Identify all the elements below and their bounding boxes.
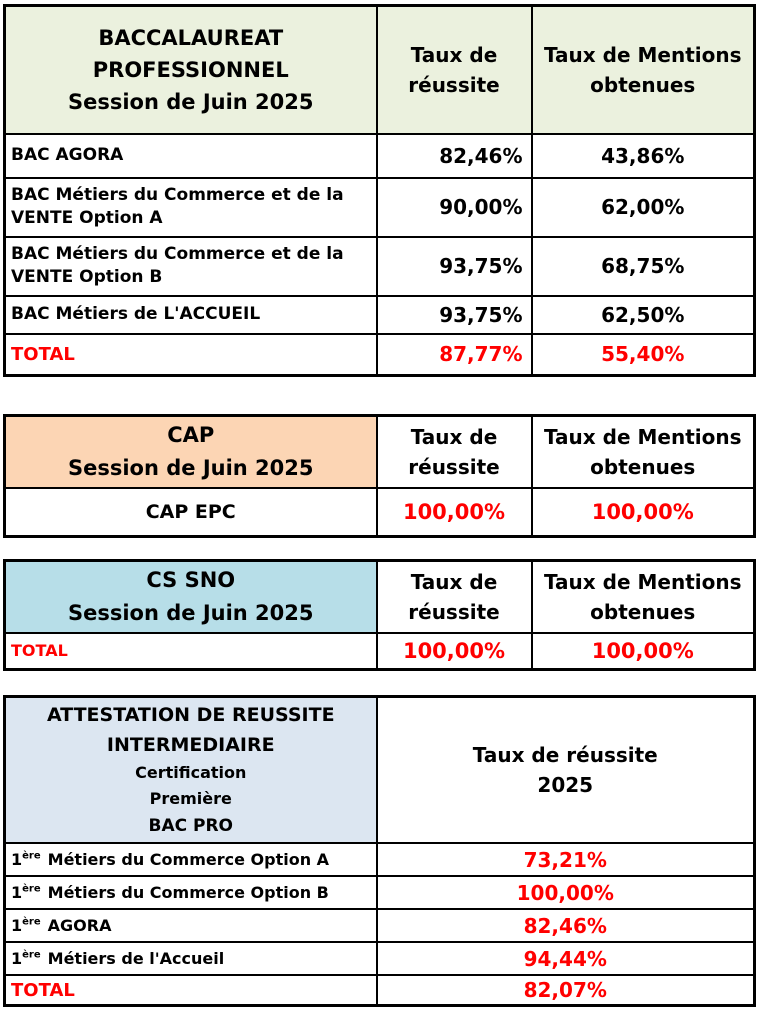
- bac-total-row: [5, 334, 755, 376]
- col-header-line: Taux de: [410, 42, 498, 67]
- col-header-line: Taux de Mentions: [543, 425, 742, 449]
- bac-col-header-mentions: [532, 6, 755, 134]
- bac-row-label: [5, 134, 377, 178]
- label-text: Métiers du Commerce Option A: [47, 850, 330, 869]
- table-row: [5, 237, 755, 296]
- attestation-row-label: [5, 876, 377, 909]
- label-superscript: ère: [22, 949, 41, 961]
- cs-col-header-mentions: [532, 561, 755, 634]
- cs-total-reussite-value: 100,00%: [377, 633, 532, 669]
- col-header-line: réussite: [408, 455, 500, 479]
- label-text: Métiers de l'Accueil: [47, 949, 225, 968]
- label-superscript: ère: [22, 850, 41, 862]
- table-row: [5, 296, 755, 334]
- bac-col-header-reussite: [377, 6, 532, 134]
- attestation-row-value: 100,00%: [377, 876, 755, 909]
- bac-title-line-1: BACCALAUREAT: [98, 25, 284, 50]
- col-header-line: Taux de Mentions: [543, 42, 742, 67]
- cs-total-label: TOTAL: [5, 633, 377, 669]
- bac-row-mentions-value: 68,75%: [532, 237, 755, 296]
- col-header-line: obtenues: [590, 600, 696, 624]
- attestation-total-label: TOTAL: [5, 975, 377, 1006]
- bac-row-reussite-value: 82,46%: [377, 134, 532, 178]
- attestation-col-header: [377, 697, 755, 844]
- col-header-line: Taux de réussite: [472, 743, 658, 767]
- table-row: [5, 134, 755, 178]
- label-text: AGORA: [47, 916, 112, 935]
- cs-col-header-reussite: [377, 561, 532, 634]
- attestation-header-row: [5, 697, 755, 844]
- cs-table-title: [5, 561, 377, 634]
- attestation-title-line-5: BAC PRO: [148, 816, 233, 836]
- cap-row-label: CAP EPC: [5, 488, 377, 536]
- label-line: BAC Métiers du Commerce et de la: [11, 244, 344, 264]
- attestation-total-row: [5, 975, 755, 1006]
- bac-total-mentions-value: 55,40%: [532, 334, 755, 376]
- table-row: [5, 178, 755, 237]
- bac-row-mentions-value: 62,00%: [532, 178, 755, 237]
- bac-pro-results-table: [3, 4, 756, 377]
- bac-title-line-2: PROFESSIONNEL: [92, 57, 289, 82]
- label-text: Métiers du Commerce Option B: [47, 883, 329, 902]
- cs-sno-results-table: [3, 559, 756, 671]
- cs-title-line-1: CS SNO: [146, 568, 236, 592]
- label-line: BAC AGORA: [11, 145, 124, 165]
- bac-row-label: [5, 237, 377, 296]
- attestation-title-line-2: INTERMEDIAIRE: [106, 734, 275, 756]
- label-prefix: 1: [11, 916, 23, 935]
- table-row: [5, 488, 755, 536]
- cap-row-reussite-value: 100,00%: [377, 488, 532, 536]
- bac-row-reussite-value: 93,75%: [377, 296, 532, 334]
- cs-title-line-2: Session de Juin 2025: [67, 601, 314, 625]
- attestation-title-line-3: Certification: [135, 763, 247, 782]
- cs-total-row: [5, 633, 755, 669]
- table-row: [5, 942, 755, 975]
- col-header-line: réussite: [408, 72, 500, 97]
- bac-row-label: [5, 178, 377, 237]
- bac-row-label: [5, 296, 377, 334]
- col-header-line: Taux de Mentions: [543, 570, 742, 594]
- label-line: BAC Métiers du Commerce et de la: [11, 185, 344, 205]
- bac-total-reussite-value: 87,77%: [377, 334, 532, 376]
- bac-total-label: TOTAL: [5, 334, 377, 376]
- label-prefix: 1: [11, 949, 23, 968]
- table-row: [5, 843, 755, 876]
- cap-results-table: [3, 414, 756, 538]
- col-header-line: Taux de: [410, 425, 498, 449]
- col-header-line: réussite: [408, 600, 500, 624]
- attestation-row-value: 82,46%: [377, 909, 755, 942]
- attestation-row-label: [5, 942, 377, 975]
- cap-row-mentions-value: 100,00%: [532, 488, 755, 536]
- bac-row-mentions-value: 43,86%: [532, 134, 755, 178]
- attestation-row-value: 73,21%: [377, 843, 755, 876]
- cap-col-header-reussite: [377, 416, 532, 489]
- label-line: BAC Métiers de L'ACCUEIL: [11, 304, 261, 324]
- attestation-row-value: 94,44%: [377, 942, 755, 975]
- attestation-total-value: 82,07%: [377, 975, 755, 1006]
- label-prefix: 1: [11, 883, 23, 902]
- cap-header-row: [5, 416, 755, 489]
- bac-title-line-3: Session de Juin 2025: [67, 89, 314, 114]
- bac-table-title: [5, 6, 377, 134]
- bac-row-reussite-value: 90,00%: [377, 178, 532, 237]
- bac-row-mentions-value: 62,50%: [532, 296, 755, 334]
- cap-table-title: [5, 416, 377, 489]
- attestation-table-title: [5, 697, 377, 844]
- col-header-line: obtenues: [590, 455, 696, 479]
- table-row: [5, 876, 755, 909]
- label-superscript: ère: [22, 916, 41, 928]
- cs-total-mentions-value: 100,00%: [532, 633, 755, 669]
- cap-title-line-1: CAP: [167, 423, 215, 447]
- cap-col-header-mentions: [532, 416, 755, 489]
- label-line: VENTE Option B: [11, 267, 163, 287]
- table-row: [5, 909, 755, 942]
- bac-header-row: [5, 6, 755, 134]
- col-header-line: Taux de: [410, 570, 498, 594]
- attestation-title-line-1: ATTESTATION DE REUSSITE: [46, 704, 335, 726]
- bac-row-reussite-value: 93,75%: [377, 237, 532, 296]
- cs-header-row: [5, 561, 755, 634]
- attestation-results-table: [3, 695, 756, 1007]
- col-header-line: 2025: [537, 773, 594, 797]
- cap-title-line-2: Session de Juin 2025: [67, 456, 314, 480]
- attestation-row-label: [5, 843, 377, 876]
- label-superscript: ère: [22, 883, 41, 895]
- attestation-row-label: [5, 909, 377, 942]
- label-line: VENTE Option A: [11, 208, 163, 228]
- col-header-line: obtenues: [590, 72, 696, 97]
- attestation-title-line-4: Première: [149, 789, 232, 808]
- label-prefix: 1: [11, 850, 23, 869]
